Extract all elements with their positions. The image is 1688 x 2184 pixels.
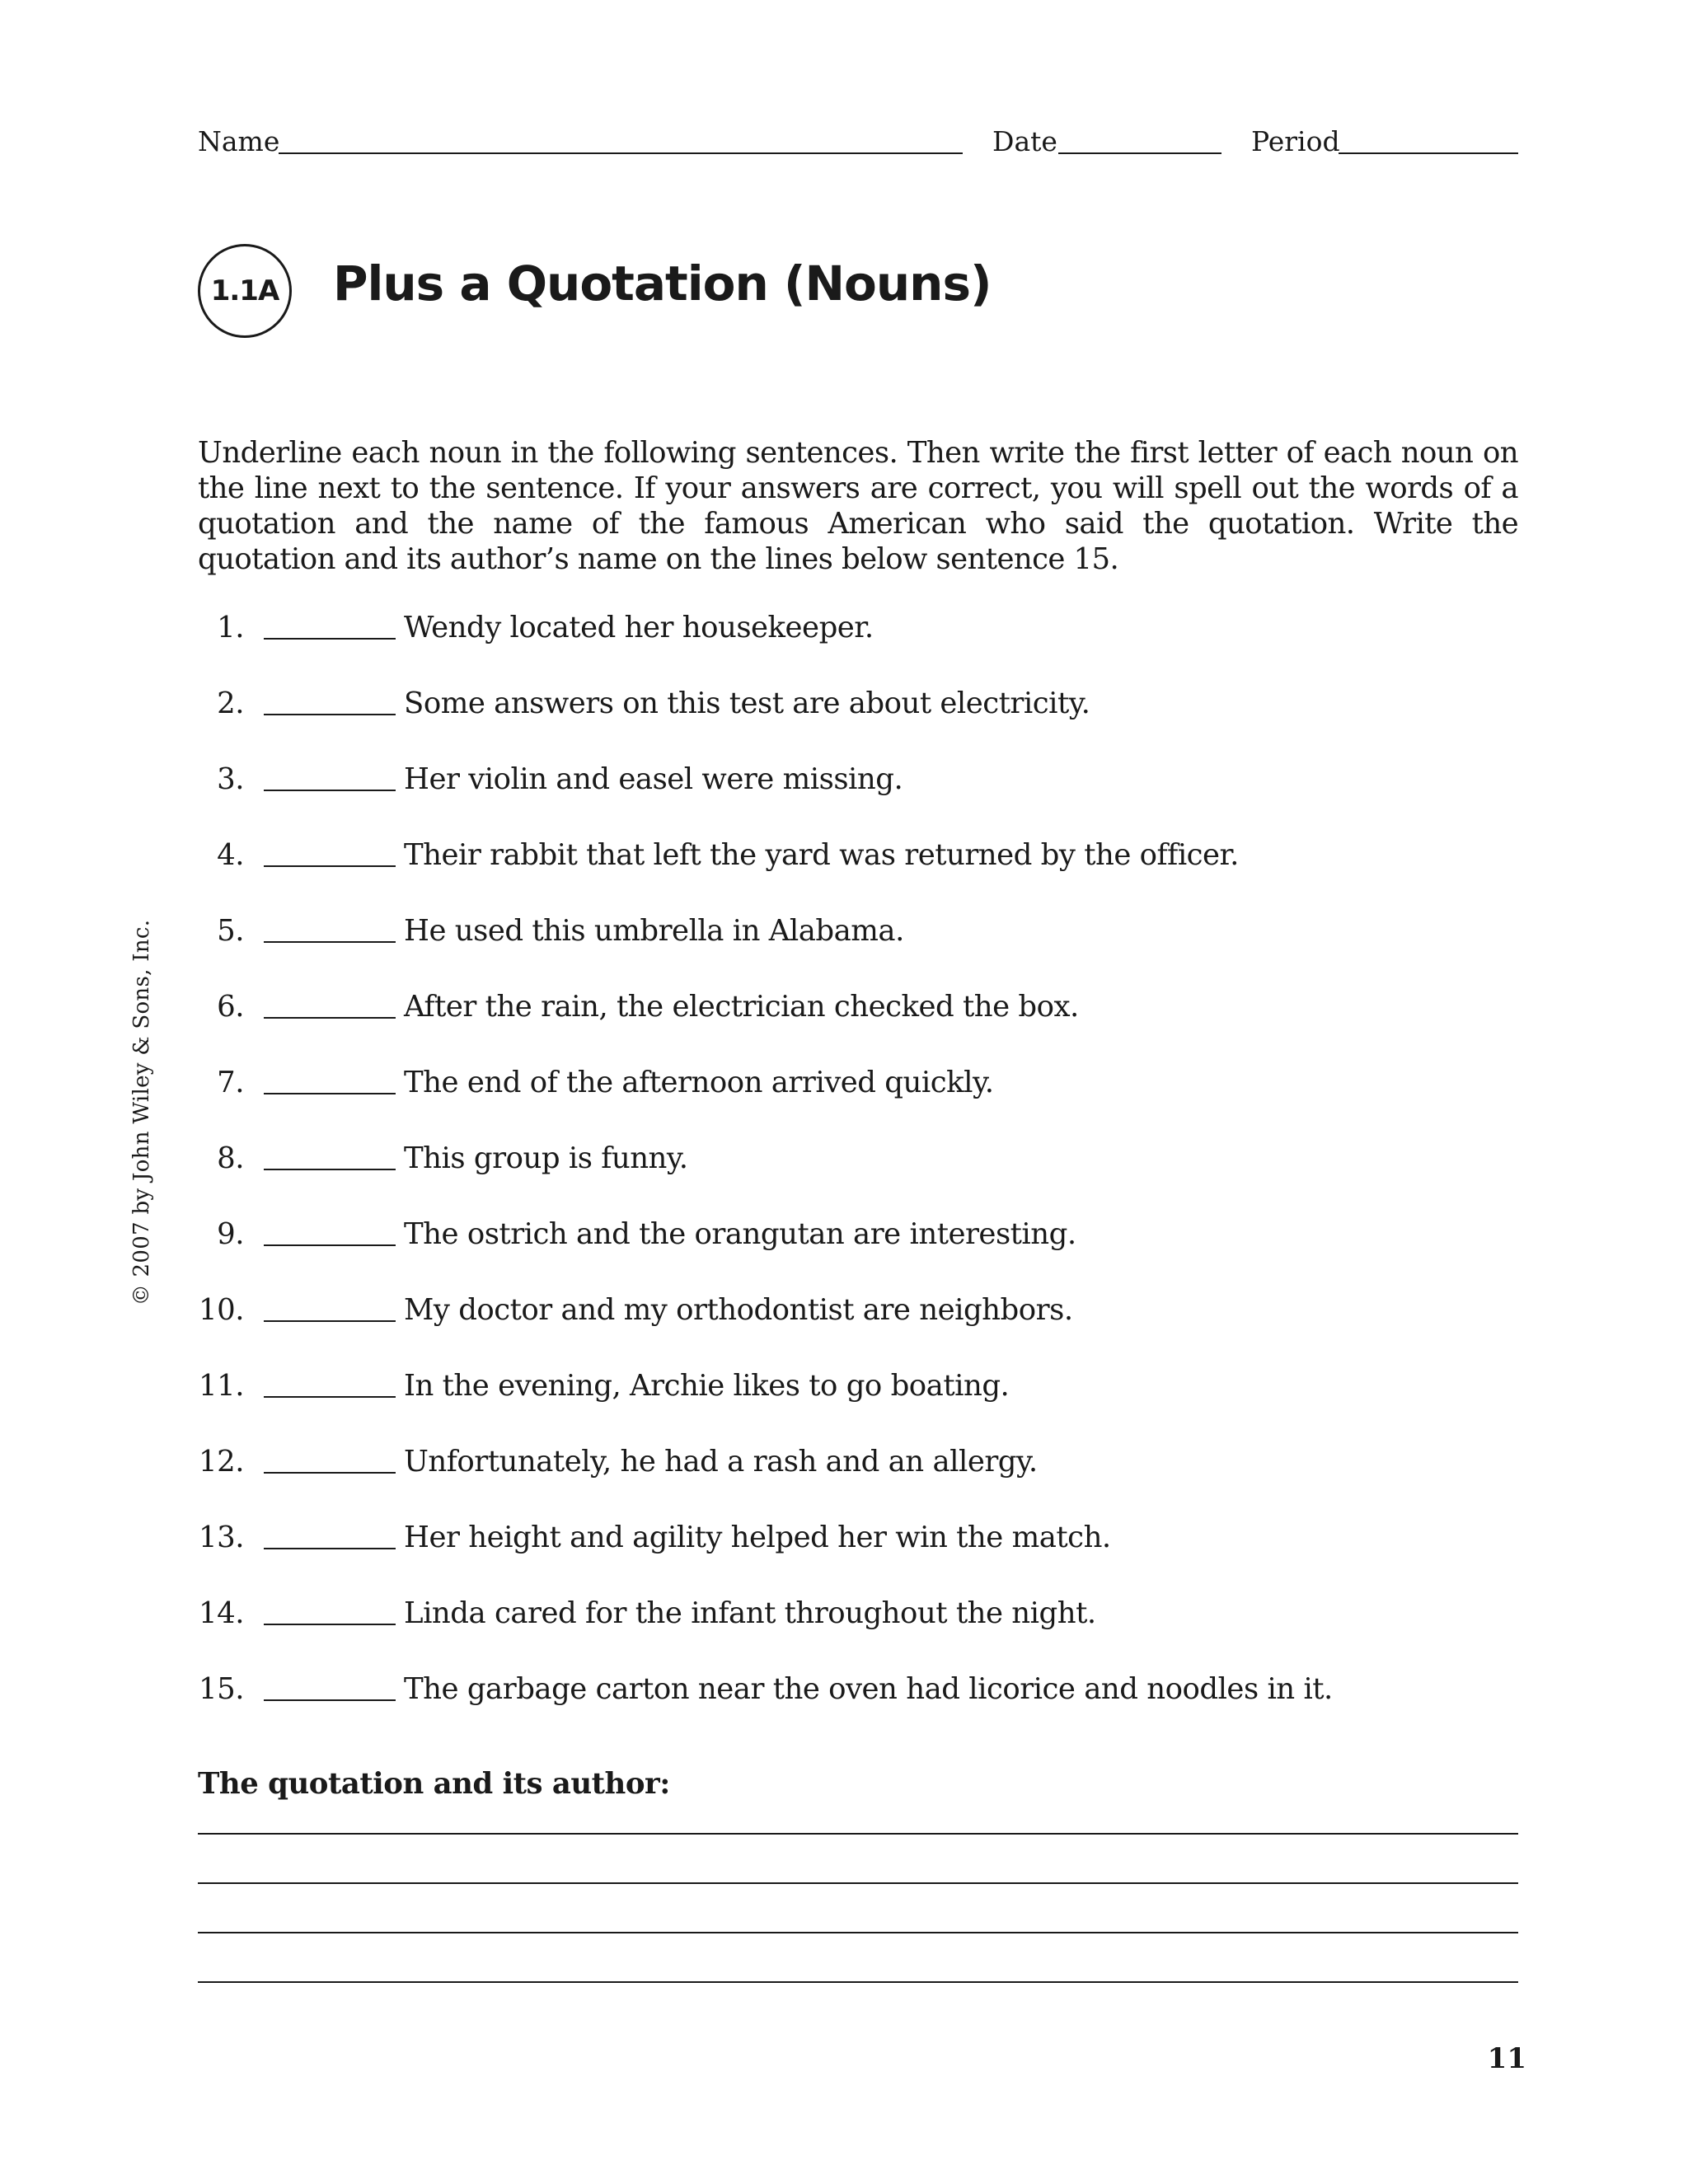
item-number: 3. xyxy=(217,762,244,796)
item-sentence: In the evening, Archie likes to go boating. xyxy=(404,1369,1010,1403)
date-field[interactable] xyxy=(1058,152,1221,154)
answer-blank[interactable] xyxy=(264,790,396,791)
answer-blank[interactable] xyxy=(264,714,396,715)
answer-blank[interactable] xyxy=(264,865,396,867)
item-number: 15. xyxy=(199,1672,244,1706)
period-field[interactable] xyxy=(1339,152,1518,154)
item-sentence: Her height and agility helped her win the match. xyxy=(404,1521,1111,1554)
answer-blank[interactable] xyxy=(264,1472,396,1474)
item-sentence: This group is funny. xyxy=(404,1141,688,1175)
exercise-item xyxy=(198,682,1518,758)
header-row xyxy=(198,124,1518,162)
exercise-item xyxy=(198,910,1518,986)
item-sentence: Linda cared for the infant throughout the night. xyxy=(404,1596,1096,1630)
item-number: 6. xyxy=(217,990,244,1024)
item-sentence: Her violin and easel were missing. xyxy=(404,762,903,796)
answer-blank[interactable] xyxy=(264,1548,396,1549)
date-label: Date xyxy=(992,125,1057,157)
answer-line-4[interactable] xyxy=(198,1981,1518,1983)
instructions: Underline each noun in the following sentences. Then write the first letter of each noun on the line next to the sentence. If your answers are correct, you will spell out the words of a quotation and the name of the famous American who said the quotation. Write the quotation and its author’s name on the lines below sentence 15. xyxy=(198,436,1518,576)
answer-line-3[interactable] xyxy=(198,1932,1518,1933)
item-sentence: Some answers on this test are about electricity. xyxy=(404,687,1090,720)
exercise-item xyxy=(198,758,1518,834)
item-sentence: He used this umbrella in Alabama. xyxy=(404,914,904,948)
answer-blank[interactable] xyxy=(264,1699,396,1701)
item-number: 13. xyxy=(199,1521,244,1554)
name-label: Name xyxy=(198,125,280,157)
exercise-list xyxy=(198,607,1518,1744)
exercise-item xyxy=(198,1289,1518,1365)
exercise-item xyxy=(198,1137,1518,1213)
page-title: Plus a Quotation (Nouns) xyxy=(333,255,992,312)
item-number: 11. xyxy=(199,1369,244,1403)
answer-line-2[interactable] xyxy=(198,1882,1518,1884)
exercise-item xyxy=(198,1365,1518,1441)
exercise-item xyxy=(198,1668,1518,1744)
period-label: Period xyxy=(1251,125,1340,157)
item-number: 9. xyxy=(217,1217,244,1251)
item-number: 4. xyxy=(217,838,244,872)
item-number: 12. xyxy=(199,1445,244,1479)
answer-blank[interactable] xyxy=(264,1244,396,1246)
item-number: 5. xyxy=(217,914,244,948)
answer-heading: The quotation and its author: xyxy=(198,1767,670,1801)
item-sentence: After the rain, the electrician checked the box. xyxy=(404,990,1079,1024)
exercise-item xyxy=(198,1062,1518,1137)
answer-blank[interactable] xyxy=(264,638,396,640)
item-sentence: The garbage carton near the oven had licorice and noodles in it. xyxy=(404,1672,1333,1706)
answer-blank[interactable] xyxy=(264,1320,396,1322)
item-number: 7. xyxy=(217,1066,244,1099)
answer-line-1[interactable] xyxy=(198,1833,1518,1835)
item-sentence: My doctor and my orthodontist are neighbors. xyxy=(404,1293,1073,1327)
exercise-item xyxy=(198,1516,1518,1592)
exercise-item xyxy=(198,834,1518,910)
item-sentence: Their rabbit that left the yard was returned by the officer. xyxy=(404,838,1239,872)
item-sentence: Wendy located her housekeeper. xyxy=(404,611,874,644)
copyright-notice: © 2007 by John Wiley & Sons, Inc. xyxy=(129,919,154,1306)
exercise-item xyxy=(198,607,1518,682)
item-number: 8. xyxy=(217,1141,244,1175)
exercise-item xyxy=(198,1592,1518,1668)
exercise-item xyxy=(198,1213,1518,1289)
answer-blank[interactable] xyxy=(264,1624,396,1625)
item-number: 1. xyxy=(217,611,244,644)
item-sentence: The ostrich and the orangutan are interesting. xyxy=(404,1217,1076,1251)
answer-blank[interactable] xyxy=(264,1017,396,1019)
answer-blank[interactable] xyxy=(264,1396,396,1398)
name-field[interactable] xyxy=(279,152,963,154)
item-number: 10. xyxy=(199,1293,244,1327)
section-badge: 1.1A xyxy=(198,244,292,338)
item-sentence: Unfortunately, he had a rash and an allergy. xyxy=(404,1445,1038,1479)
exercise-item xyxy=(198,1441,1518,1516)
answer-blank[interactable] xyxy=(264,941,396,943)
exercise-item xyxy=(198,986,1518,1062)
page-number: 11 xyxy=(1487,2042,1526,2075)
answer-blank[interactable] xyxy=(264,1169,396,1170)
item-sentence: The end of the afternoon arrived quickly. xyxy=(404,1066,994,1099)
answer-blank[interactable] xyxy=(264,1093,396,1094)
item-number: 14. xyxy=(199,1596,244,1630)
item-number: 2. xyxy=(217,687,244,720)
